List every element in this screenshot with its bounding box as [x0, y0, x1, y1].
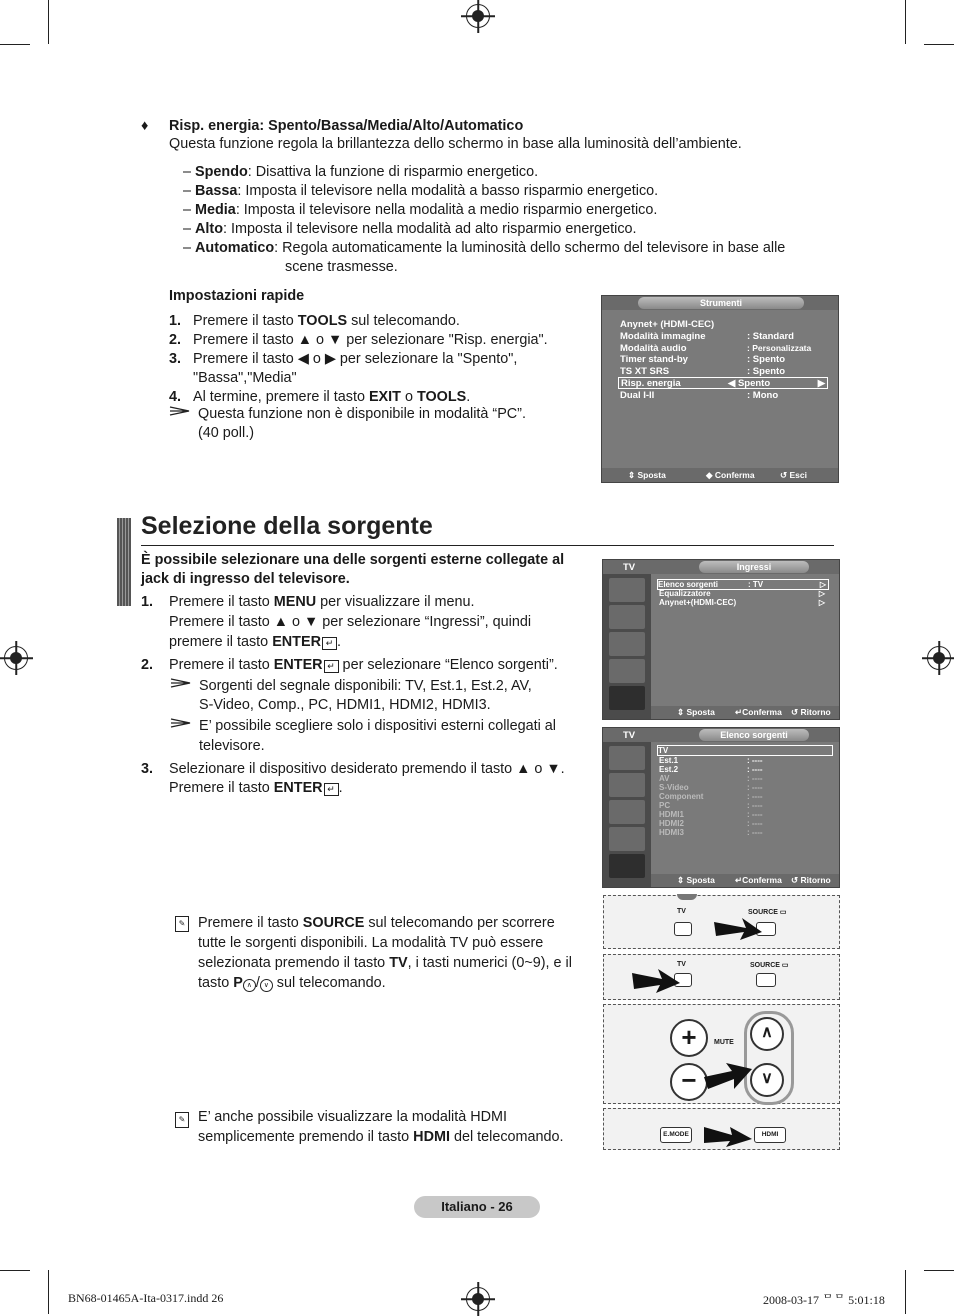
crop-mark — [48, 0, 49, 44]
crop-mark — [905, 1270, 906, 1314]
source-steps — [141, 593, 601, 675]
option-item: – Spendo: Disattiva la funzione di risparmio energetico. — [183, 164, 539, 180]
screen-title: Strumenti — [638, 297, 804, 309]
print-file-info: BN68-01465A-Ita-0317.indd 26 — [68, 1291, 224, 1305]
print-date-info: 2008-03-17 ᄆᄆ 5:01:18 — [763, 1293, 885, 1307]
tv-label: TV — [623, 562, 636, 573]
sound-icon — [609, 773, 645, 797]
remote-illustration — [603, 954, 840, 1000]
option-title: Risp. energia: Spento/Bassa/Media/Alto/Automatico — [169, 118, 524, 134]
right-arrow-icon: ▶ — [817, 378, 825, 389]
volume-up-button: + — [670, 1019, 708, 1057]
option-description: Questa funzione regola la brillantezza dello schermo in base alla luminosità dell’ambiente. — [169, 136, 742, 152]
source-row: S-Video : ---- — [659, 783, 763, 792]
registration-mark-icon — [466, 1287, 490, 1311]
source-row: Est.1 : ---- — [659, 756, 763, 765]
screen-footer: ⇕ Sposta ◆ Conferma ↺ Esci — [602, 468, 838, 482]
remote-illustration — [603, 1108, 840, 1150]
step-item: 2. Premere il tasto ▲ o ▼ per selezionare "Risp. energia". — [169, 332, 548, 348]
registration-mark-icon — [4, 646, 28, 670]
step-item: 1. Premere il tasto TOOLS sul telecomando. — [169, 313, 460, 329]
menu-row: Anynet+ (HDMI-CEC) — [620, 319, 715, 330]
volume-down-button: − — [670, 1063, 708, 1101]
note-arrow-icon — [170, 718, 192, 728]
source-row-selected: TV — [657, 745, 833, 756]
tip-text: E’ anche possibile visualizzare la modalità HDMI semplicemente premendo il tasto HDMI del telecomando. — [198, 1109, 564, 1145]
note-arrow-icon — [169, 406, 191, 416]
crop-mark — [924, 44, 954, 45]
enter-icon: ↵ — [322, 637, 337, 650]
option-item: – Bassa: Imposta il televisore nella modalità a basso risparmio energetico. — [183, 183, 659, 199]
quick-settings-title: Impostazioni rapide — [169, 288, 305, 304]
source-row: HDMI1 : ---- — [659, 810, 763, 819]
source-row: PC : ---- — [659, 801, 763, 810]
crop-mark — [0, 1270, 30, 1271]
channel-down-icon: ∨ — [260, 979, 273, 992]
menu-row: TS XT SRS : Spento — [620, 366, 785, 377]
note-text: Questa funzione non è disponibile in modalità “PC”. — [198, 406, 526, 422]
source-button-label: SOURCE ▭ — [748, 909, 787, 916]
note-text: televisore. — [199, 738, 265, 754]
source-row: AV : ---- — [659, 774, 763, 783]
tv-button — [674, 922, 692, 936]
heading-rule — [141, 545, 834, 546]
section-marker — [117, 518, 131, 606]
mute-label: MUTE — [714, 1039, 734, 1046]
section-intro: È possibile selezionare una delle sorgenti esterne collegate al jack di ingresso del televisore. — [141, 552, 565, 587]
pointer-arrow-icon — [704, 1057, 754, 1091]
crop-mark — [924, 1270, 954, 1271]
picture-icon — [609, 746, 645, 770]
note-text: E’ possibile scegliere solo i dispositivi esterni collegati al — [199, 718, 557, 734]
source-list-screen — [602, 727, 840, 888]
step-item-continuation: premere il tasto ENTER ↵ . — [169, 634, 341, 650]
channel-icon — [609, 632, 645, 656]
enter-icon: ↵ — [324, 660, 339, 673]
tools-menu-screen — [601, 295, 839, 483]
setup-icon — [609, 659, 645, 683]
screen-title: Elenco sorgenti — [699, 729, 809, 741]
menu-row: Anynet+(HDMI-CEC) ▷ — [659, 598, 825, 607]
pointer-arrow-icon — [714, 912, 764, 942]
return-icon: ↺ — [791, 707, 799, 717]
quick-steps — [169, 312, 589, 407]
step-item: 1. Premere il tasto MENU per visualizzare il menu. — [141, 594, 475, 610]
move-icon: ⇕ — [677, 875, 685, 885]
note-text: Sorgenti del segnale disponibili: TV, Est.1, Est.2, AV, — [199, 678, 532, 694]
channel-down-button: ∨ — [750, 1063, 784, 1097]
remote-illustration — [603, 1004, 840, 1104]
menu-sidebar — [603, 742, 651, 887]
menu-row: Dual I-II : Mono — [620, 390, 779, 401]
menu-row: Modalità immagine : Standard — [620, 331, 794, 342]
bullet-icon: ♦ — [141, 118, 149, 134]
right-arrow-icon: ▷ — [818, 598, 825, 607]
pointer-arrow-icon — [704, 1123, 754, 1149]
sound-icon — [609, 605, 645, 629]
channel-icon — [609, 800, 645, 824]
right-arrow-icon: ▷ — [818, 589, 825, 598]
tv-button-label: TV — [677, 908, 686, 915]
source-row: Est.2 : ---- — [659, 765, 763, 774]
step-item-continuation: "Bassa","Media" — [193, 370, 297, 386]
registration-mark-icon — [466, 4, 490, 28]
menu-row: Timer stand-by : Spento — [620, 354, 785, 365]
note-pad-icon: ✎ — [175, 1112, 189, 1128]
channel-up-icon: ∧ — [243, 979, 256, 992]
menu-row: Modalità audio : Personalizzata — [620, 343, 812, 354]
registration-mark-icon — [927, 646, 951, 670]
screen-footer: ⇕ Sposta ↵Conferma ↺ Ritorno — [651, 706, 839, 719]
source-button-label: SOURCE ▭ — [750, 962, 789, 969]
menu-row-selected: Risp. energia ◀ Spento ▶ — [618, 377, 828, 389]
options-list — [183, 163, 823, 277]
move-icon: ⇕ — [628, 470, 636, 480]
menu-row: Equalizzatore ▷ — [659, 589, 825, 598]
emode-button: E.MODE — [660, 1127, 692, 1143]
crop-mark — [48, 1270, 49, 1314]
setup-icon — [609, 827, 645, 851]
input-icon — [609, 854, 645, 878]
pointer-arrow-icon — [632, 965, 682, 995]
return-icon: ↺ — [780, 470, 788, 480]
page-number-badge: Italiano - 26 — [414, 1196, 540, 1218]
step-item: 4. Al termine, premere il tasto EXIT o TOOLS. — [169, 389, 471, 405]
remote-illustration — [603, 895, 840, 949]
crop-mark — [0, 44, 30, 45]
channel-up-button: ∧ — [750, 1017, 784, 1051]
inputs-menu-screen — [602, 559, 840, 720]
note-text: S-Video, Comp., PC, HDMI1, HDMI2, HDMI3. — [199, 697, 491, 713]
enter-icon: ↵ — [735, 875, 743, 885]
crop-mark — [905, 0, 906, 44]
note-text: (40 poll.) — [198, 425, 254, 441]
screen-footer: ⇕ Sposta ↵Conferma ↺ Ritorno — [651, 874, 839, 887]
note-pad-icon: ✎ — [175, 916, 189, 932]
hdmi-button: HDMI — [754, 1127, 786, 1143]
source-row: HDMI3 : ---- — [659, 828, 763, 837]
screen-title: Ingressi — [699, 561, 809, 573]
picture-icon — [609, 578, 645, 602]
return-icon: ↺ — [791, 875, 799, 885]
step-item: 3. Premere il tasto ◀ o ▶ per selezionare la "Spento", — [169, 351, 518, 367]
menu-sidebar — [603, 574, 651, 719]
menu-row-selected: Elenco sorgenti : TV ▷ — [657, 579, 829, 590]
option-item-continuation: scene trasmesse. — [285, 259, 398, 275]
enter-icon: ◆ — [706, 470, 713, 480]
tv-button-label: TV — [677, 961, 686, 968]
source-row: HDMI2 : ---- — [659, 819, 763, 828]
step-item: 2. Premere il tasto ENTER ↵ per selezionare “Elenco sorgenti”. — [141, 657, 558, 673]
step-item: 3. Selezionare il dispositivo desiderato premendo il tasto ▲ o ▼. Premere il tasto ENTER ↵ . — [141, 761, 565, 796]
option-item: – Automatico: Regola automaticamente la luminosità dello schermo del televisore in base alle — [183, 240, 786, 256]
note-arrow-icon — [170, 678, 192, 688]
enter-icon: ↵ — [735, 707, 743, 717]
option-item: – Media: Imposta il televisore nella modalità a medio risparmio energetico. — [183, 202, 658, 218]
tip-text: Premere il tasto SOURCE sul telecomando per scorrere tutte le sorgenti disponibili. La modalità TV può essere selezionata premendo il tasto TV, i tasti numerici (0~9), e il tasto P ∧ / ∨ sul telecomando. — [198, 915, 572, 991]
move-icon: ⇕ — [677, 707, 685, 717]
input-icon — [609, 686, 645, 710]
tv-label: TV — [623, 730, 636, 741]
right-arrow-icon: ▷ — [819, 580, 826, 589]
option-item: – Alto: Imposta il televisore nella modalità ad alto risparmio energetico. — [183, 221, 637, 237]
source-row: Component : ---- — [659, 792, 763, 801]
step-item-continuation: Premere il tasto ▲ o ▼ per selezionare “Ingressi”, quindi — [169, 614, 532, 630]
source-button — [756, 973, 776, 987]
enter-icon: ↵ — [324, 783, 339, 796]
section-heading: Selezione della sorgente — [141, 512, 433, 540]
